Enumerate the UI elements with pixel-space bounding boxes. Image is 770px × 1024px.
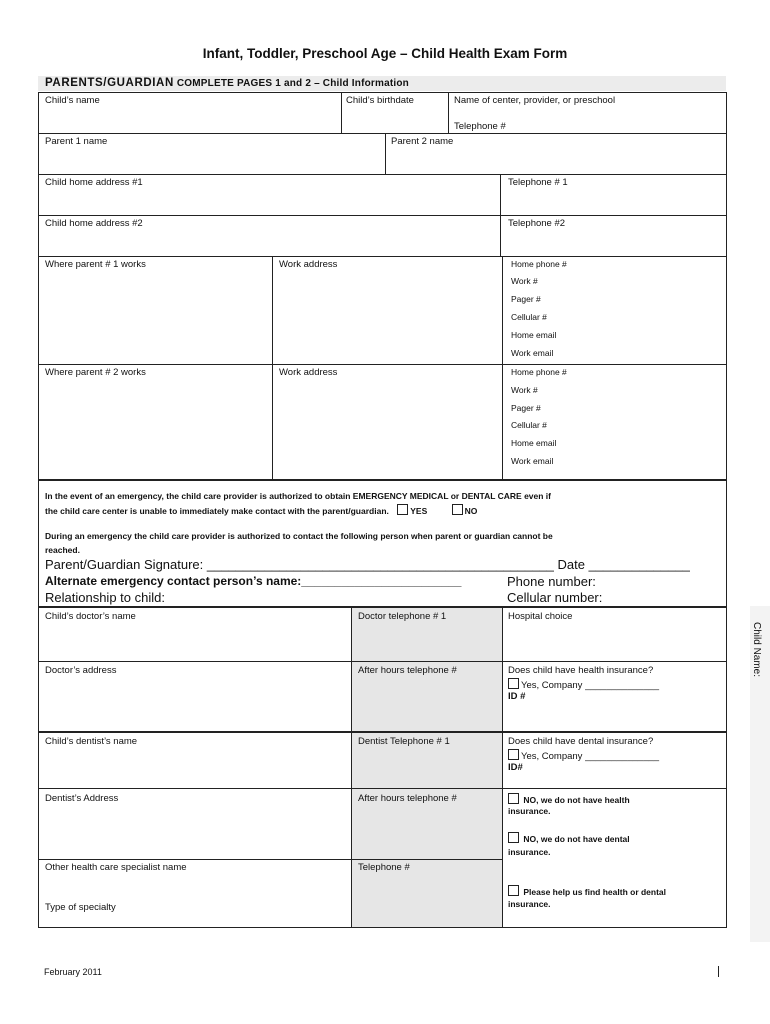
- health-insurance-yes-checkbox[interactable]: [508, 678, 519, 689]
- emergency-authorize-line2: [45, 504, 477, 516]
- parent1-cellular[interactable]: Cellular #: [511, 312, 547, 322]
- form-title: Infant, Toddler, Preschool Age – Child Health Exam Form: [202, 46, 568, 61]
- health-insurance-question: Does child have health insurance?: [508, 665, 654, 676]
- relationship-line[interactable]: Relationship to child:: [45, 590, 165, 605]
- parent2-work-phone[interactable]: Work #: [511, 385, 538, 395]
- health-insurance-yes-label: Yes, Company ______________: [521, 680, 660, 691]
- doctor-telephone-field[interactable]: Doctor telephone # 1: [358, 611, 447, 622]
- telephone-2-field[interactable]: Telephone #2: [508, 218, 566, 229]
- specialist-name-field[interactable]: Other health care specialist name: [45, 862, 187, 873]
- parent1-works-field[interactable]: Where parent # 1 works: [45, 259, 146, 270]
- specialist-telephone-field[interactable]: Telephone #: [358, 862, 410, 873]
- signature-line[interactable]: Parent/Guardian Signature: ________________________________________________ Date ______________: [45, 557, 690, 572]
- parent2-works-field[interactable]: Where parent # 2 works: [45, 367, 146, 378]
- parent1-work-email[interactable]: Work email: [511, 348, 554, 358]
- no-dental-insurance-checkbox[interactable]: [508, 832, 519, 843]
- page-mark: [718, 966, 719, 977]
- grid-line: [38, 927, 727, 928]
- dental-insurance-yes: [508, 749, 659, 762]
- footer-date: February 2011: [44, 967, 102, 977]
- telephone-1-field[interactable]: Telephone # 1: [508, 177, 568, 188]
- parent2-cellular[interactable]: Cellular #: [511, 420, 547, 430]
- grid-line: [38, 859, 502, 860]
- grid-line: [38, 480, 39, 607]
- no-dental-insurance: [508, 832, 630, 844]
- grid-line: [38, 661, 727, 662]
- parent1-work-phone[interactable]: Work #: [511, 276, 538, 286]
- doctor-after-hours-field[interactable]: After hours telephone #: [358, 665, 457, 676]
- grid-line: [272, 256, 273, 480]
- grid-line: [351, 606, 352, 928]
- emergency-authorize-line1: In the event of an emergency, the child care provider is authorized to obtain EMERGENCY MEDICAL or DENTAL CARE even if: [45, 491, 551, 501]
- home-address-2-field[interactable]: Child home address #2: [45, 218, 143, 229]
- parent2-home-phone[interactable]: Home phone #: [511, 367, 567, 377]
- shaded-column: [351, 608, 502, 928]
- no-dental-insurance-label: NO, we do not have dental: [523, 834, 630, 844]
- no-checkbox[interactable]: [452, 504, 463, 515]
- help-find-insurance: [508, 885, 666, 897]
- parent2-work-address-field[interactable]: Work address: [279, 367, 338, 378]
- help-find-insurance-line2: insurance.: [508, 899, 551, 909]
- section-header-lead: PARENTS/GUARDIAN: [45, 77, 174, 89]
- center-telephone-field[interactable]: Telephone #: [454, 121, 506, 132]
- grid-line: [38, 731, 727, 733]
- grid-line: [385, 133, 386, 174]
- dental-insurance-yes-label: Yes, Company ______________: [521, 751, 660, 762]
- help-find-insurance-checkbox[interactable]: [508, 885, 519, 896]
- grid-line: [726, 480, 727, 607]
- grid-line: [38, 92, 727, 93]
- parent1-home-email[interactable]: Home email: [511, 330, 557, 340]
- grid-line: [38, 256, 727, 257]
- grid-line: [726, 606, 727, 928]
- dentist-telephone-field[interactable]: Dentist Telephone # 1: [358, 736, 450, 747]
- grid-line: [38, 788, 727, 789]
- grid-line: [38, 92, 39, 480]
- dentist-address-field[interactable]: Dentist’s Address: [45, 793, 119, 804]
- dental-id-field[interactable]: ID#: [508, 762, 523, 773]
- grid-line: [502, 256, 503, 480]
- child-name-field[interactable]: Child’s name: [45, 95, 100, 106]
- parent1-name-field[interactable]: Parent 1 name: [45, 136, 108, 147]
- yes-checkbox[interactable]: [397, 504, 408, 515]
- dentist-after-hours-field[interactable]: After hours telephone #: [358, 793, 457, 804]
- grid-line: [38, 174, 727, 175]
- emergency-authorize-text: the child care center is unable to immediately make contact with the parent/guardian.: [45, 506, 389, 516]
- no-dental-insurance-line2: insurance.: [508, 847, 551, 857]
- grid-line: [448, 92, 449, 133]
- specialty-type-field[interactable]: Type of specialty: [45, 902, 116, 913]
- dentist-name-field[interactable]: Child’s dentist’s name: [45, 736, 138, 747]
- no-health-insurance-checkbox[interactable]: [508, 793, 519, 804]
- center-name-field[interactable]: Name of center, provider, or preschool: [454, 95, 616, 106]
- grid-line: [726, 92, 727, 480]
- no-label: NO: [464, 506, 478, 516]
- child-birthdate-field[interactable]: Child’s birthdate: [346, 95, 414, 106]
- grid-line: [38, 606, 727, 608]
- parent1-work-address-field[interactable]: Work address: [279, 259, 338, 270]
- parent2-name-field[interactable]: Parent 2 name: [391, 136, 454, 147]
- health-insurance-yes: [508, 678, 659, 691]
- hospital-choice-field[interactable]: Hospital choice: [508, 611, 573, 622]
- grid-line: [38, 479, 727, 481]
- grid-line: [38, 364, 727, 365]
- emergency-contact-line1: During an emergency the child care provider is authorized to contact the following person when parent or guardian cannot be: [45, 531, 553, 541]
- dental-insurance-question: Does child have dental insurance?: [508, 736, 654, 747]
- emergency-contact-line2: reached.: [45, 545, 80, 555]
- doctor-name-field[interactable]: Child’s doctor’s name: [45, 611, 136, 622]
- grid-line: [38, 133, 727, 134]
- parent2-work-email[interactable]: Work email: [511, 456, 554, 466]
- no-health-insurance: [508, 793, 630, 805]
- no-health-insurance-label: NO, we do not have health: [523, 795, 630, 805]
- cellular-number-line[interactable]: Cellular number:: [507, 590, 603, 605]
- dental-insurance-yes-checkbox[interactable]: [508, 749, 519, 760]
- grid-line: [38, 215, 727, 216]
- section-header: [45, 77, 409, 89]
- grid-line: [38, 606, 39, 928]
- yes-label: YES: [410, 506, 428, 516]
- parent1-home-phone[interactable]: Home phone #: [511, 259, 567, 269]
- parent2-home-email[interactable]: Home email: [511, 438, 557, 448]
- doctor-address-field[interactable]: Doctor’s address: [45, 665, 117, 676]
- help-find-insurance-label: Please help us find health or dental: [523, 887, 667, 897]
- grid-line: [341, 92, 342, 133]
- parent2-pager[interactable]: Pager #: [511, 403, 541, 413]
- alternate-contact-line[interactable]: Alternate emergency contact person’s name:________________________: [45, 574, 462, 588]
- home-address-1-field[interactable]: Child home address #1: [45, 177, 143, 188]
- health-id-field[interactable]: ID #: [508, 691, 526, 702]
- parent1-pager[interactable]: Pager #: [511, 294, 541, 304]
- grid-line: [502, 606, 503, 928]
- side-child-name-label: Child Name:: [751, 622, 762, 678]
- phone-number-line[interactable]: Phone number:: [507, 574, 596, 589]
- section-header-rest: COMPLETE PAGES 1 and 2 – Child Information: [173, 78, 409, 89]
- no-health-insurance-line2: insurance.: [508, 806, 551, 816]
